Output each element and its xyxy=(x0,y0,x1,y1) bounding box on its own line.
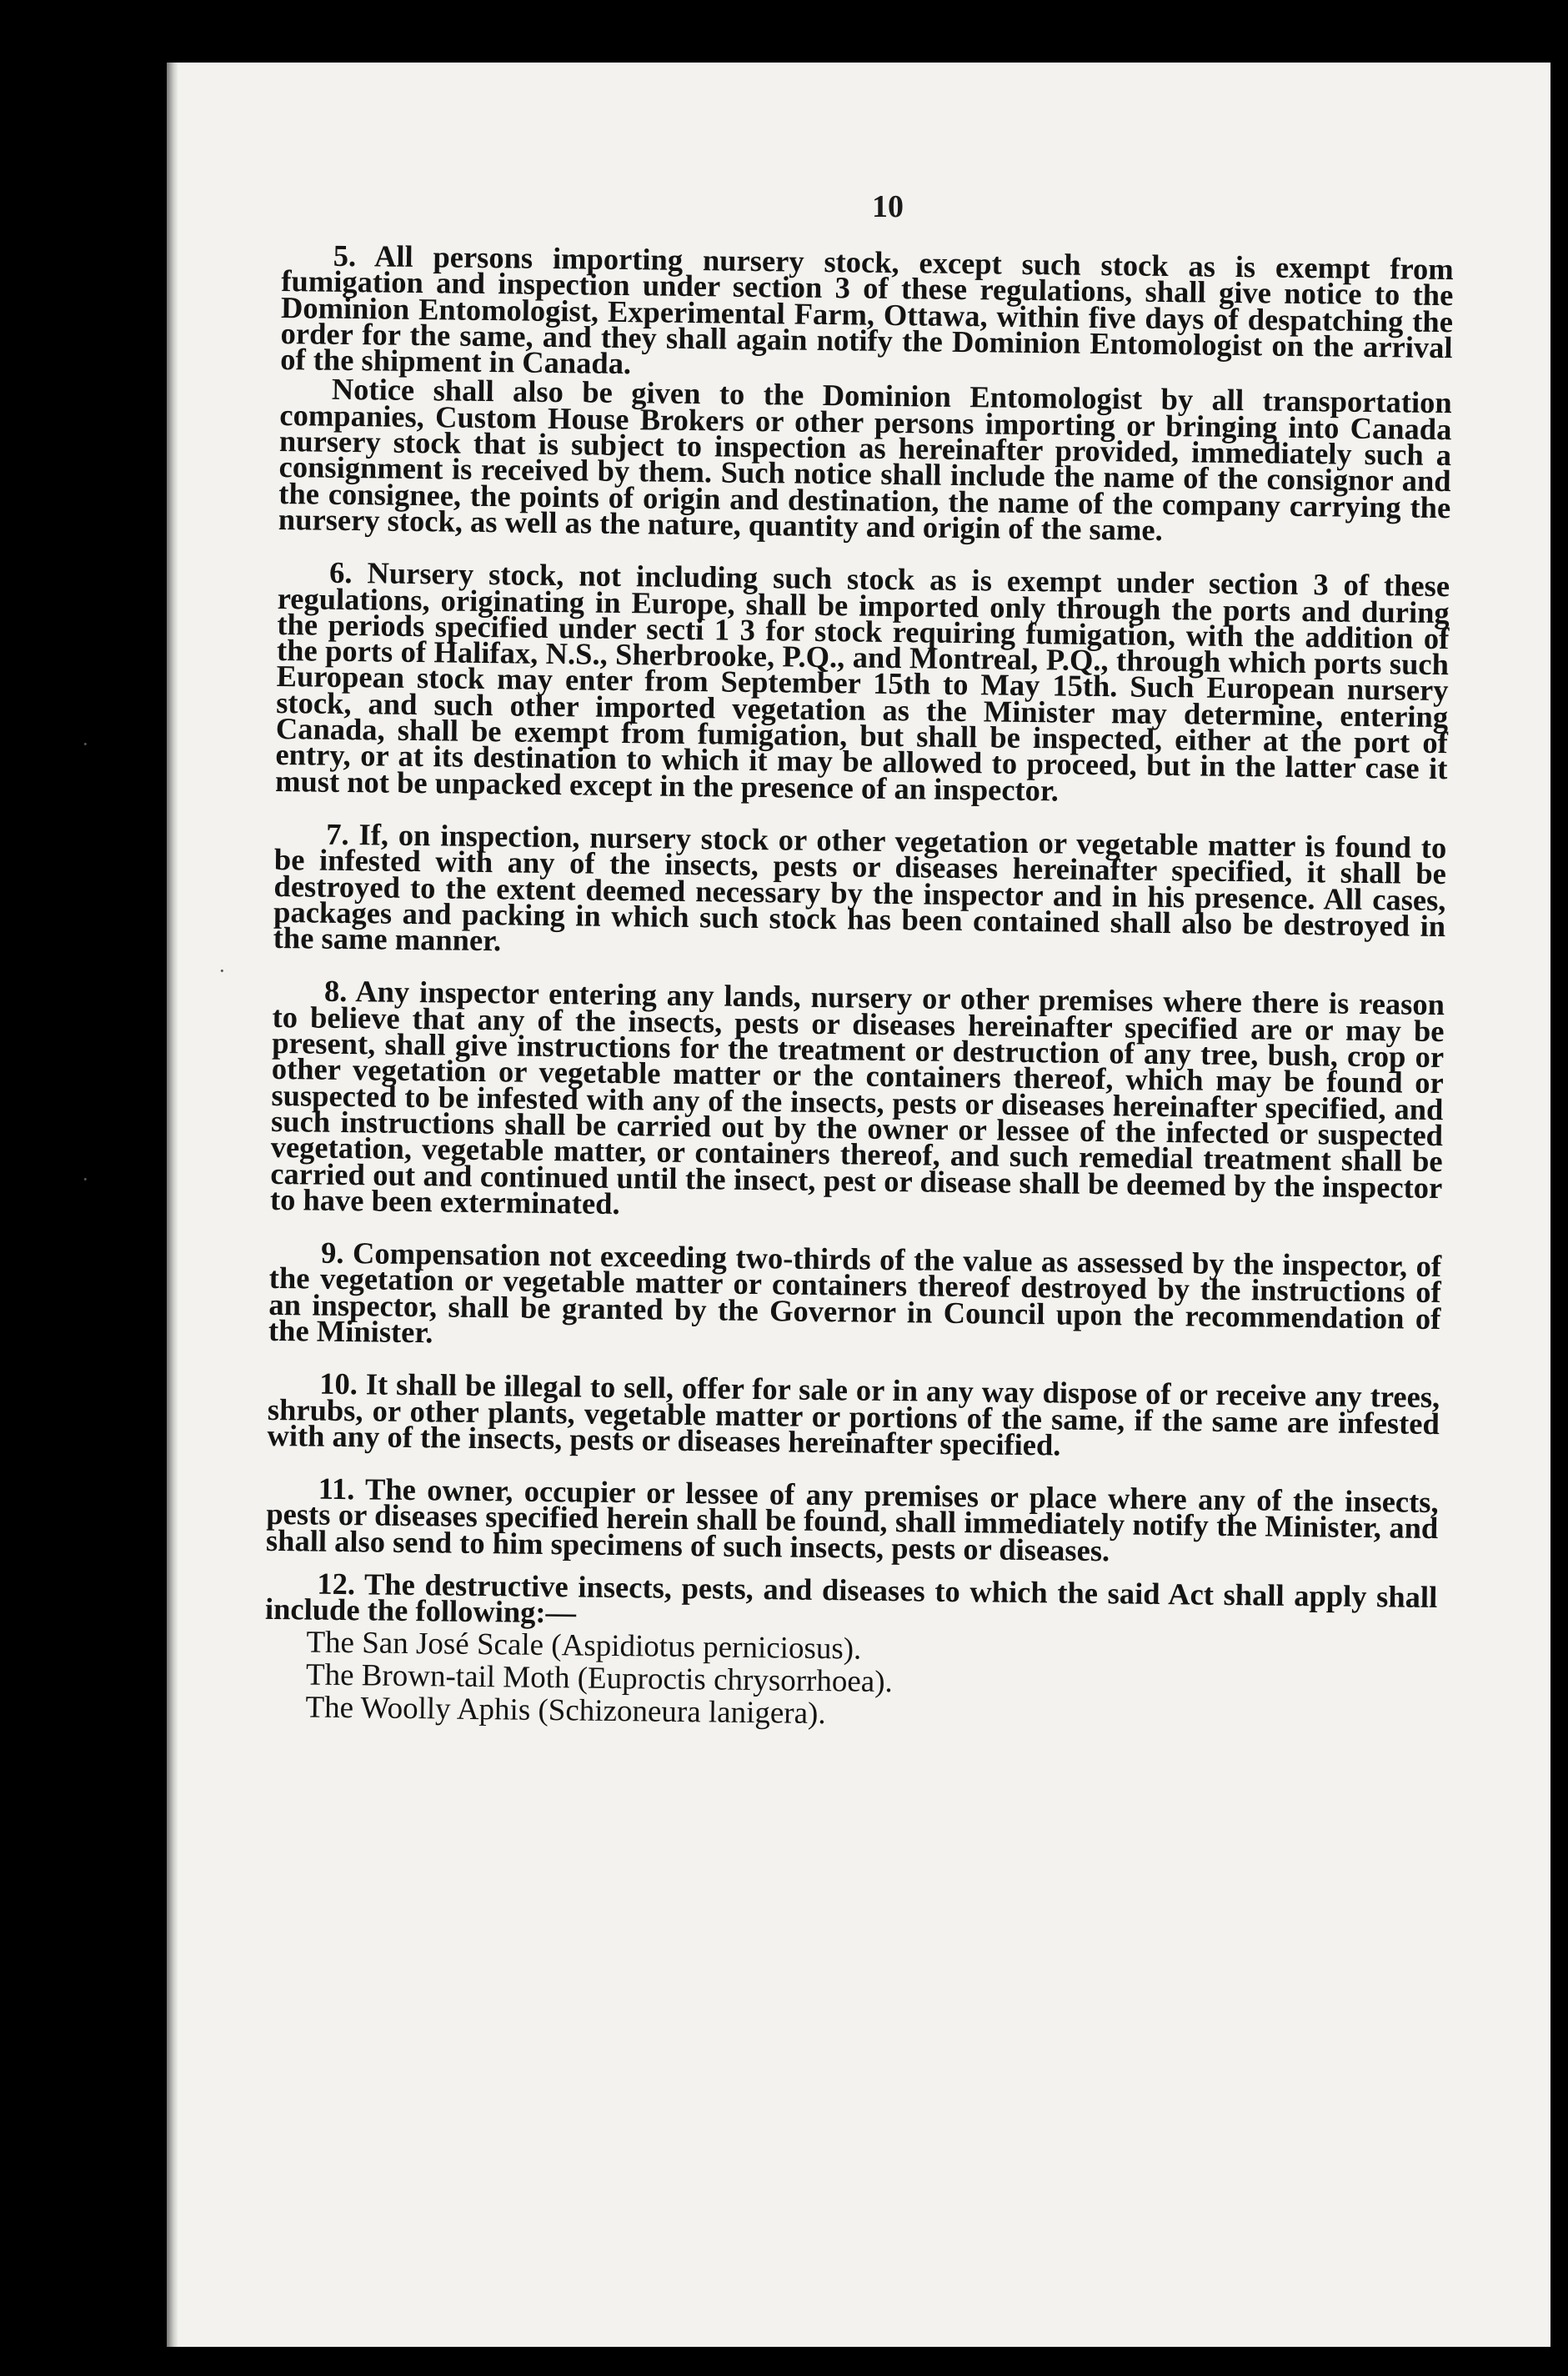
paragraph-5: 5. All persons importing nursery stock, except such stock as is exempt from fumigation and inspection under section 3 of these regulations, shall give notice to the Dominion Entomologist, Experimental Farm, Ottawa, within five days of despatching the order for the same, and they shall again notify the Dominion Entomologist on the arrival of the shipment in Canada. xyxy=(280,238,1454,381)
paragraph-5-notice: Notice shall also be given to the Dominion Entomologist by all transportation companies, Custom House Brokers or other persons importing or bringing into Canada nursery stock that is subject to inspection as hereinafter provided, immediately such a consignment is received by them. Such notice shall include the name of the consignor and the consignee, the points of origin and destination, the name of the company carrying the nursery stock, as well as the nature, quantity and origin of the same. xyxy=(278,372,1452,547)
page-binding-edge xyxy=(167,63,178,2347)
species-list xyxy=(305,1626,1436,1737)
paragraph-10: 10. It shall be illegal to sell, offer for sale or in any way dispose of or receive any trees, shrubs, or other plants, vegetable matter or portions of the same, if the same are infested with any of the insects, pests or diseases hereinafter specified. xyxy=(267,1366,1440,1462)
paragraph-12: 12. The destructive insects, pests, and diseases to which the said Act shall apply shall include the following:— xyxy=(264,1566,1438,1630)
paragraph-9: 9. Compensation not exceeding two-thirds of the value as assessed by the inspector, of the vegetation or vegetable matter or containers thereof destroyed by the instructions of an inspector, shall be granted by the Governor in Council upon the recommendation of the Minister. xyxy=(268,1235,1442,1350)
margin-speck: · xyxy=(218,959,226,983)
paragraph-6: 6. Nursery stock, not including such stock as is exempt under section 3 of these regulations, originating in Europe, shall be imported only through the ports and during the periods specified under secti 1 3 for stock requiring fumigation, with the addition of the ports of Halifax, N.S., Sherbrooke, P.Q., and Montreal, P.Q., through which ports such European stock may enter from September 15th to May 15th. Such European nursery stock, and such other imported vegetation as the Minister may determine, entering Canada, shall be exempt from fumigation, but shall be inspected, either at the port of entry, or at its destination to which it may be allowed to proceed, but in the latter case it must not be unpacked except in the presence of an inspector. xyxy=(274,554,1450,808)
page-number: 10 xyxy=(872,189,904,224)
species-item: The Woolly Aphis (Schizoneura lanigera). xyxy=(305,1690,826,1731)
species-item: The San José Scale (Aspidiotus perniciosus). xyxy=(306,1625,862,1667)
paragraph-7: 7. If, on inspection, nursery stock or other vegetation or vegetable matter is found to be infested with any of the insects, pests or diseases hereinafter specified, it shall be destroyed to the extent deemed necessary by the inspector and in his presence. All cases, packages and packing in which such stock has been contained shall also be destroyed in the same manner. xyxy=(273,816,1447,958)
paragraph-11: 11. The owner, occupier or lessee of any premises or place where any of the insects, pests or diseases specified herein shall be found, shall immediately notify the Minister, and shall also send to him specimens of such insects, pests or diseases. xyxy=(265,1471,1439,1568)
margin-speck: · xyxy=(82,732,89,756)
paragraph-8: 8. Any inspector entering any lands, nursery or other premises where there is reason to believe that any of the insects, pests or diseases hereinafter specified are or may be present, shall give instructions for the treatment or destruction of any tree, bush, crop or other vegetation or vegetable matter or the containers thereof, which may be found or suspected to be infested with any of the insects, pests or diseases hereinafter specified, and such instructions shall be carried out by the owner or lessee of the infected or suspected vegetation, vegetable matter, or containers thereof, and such remedial treatment shall be carried out and continued until the insect, pest or disease shall be deemed by the inspector to have been exterminated. xyxy=(269,974,1445,1221)
regulations-text xyxy=(263,238,1454,1737)
margin-speck: · xyxy=(82,1167,89,1191)
species-item: The Brown-tail Moth (Euproctis chrysorrhoea). xyxy=(305,1657,894,1699)
